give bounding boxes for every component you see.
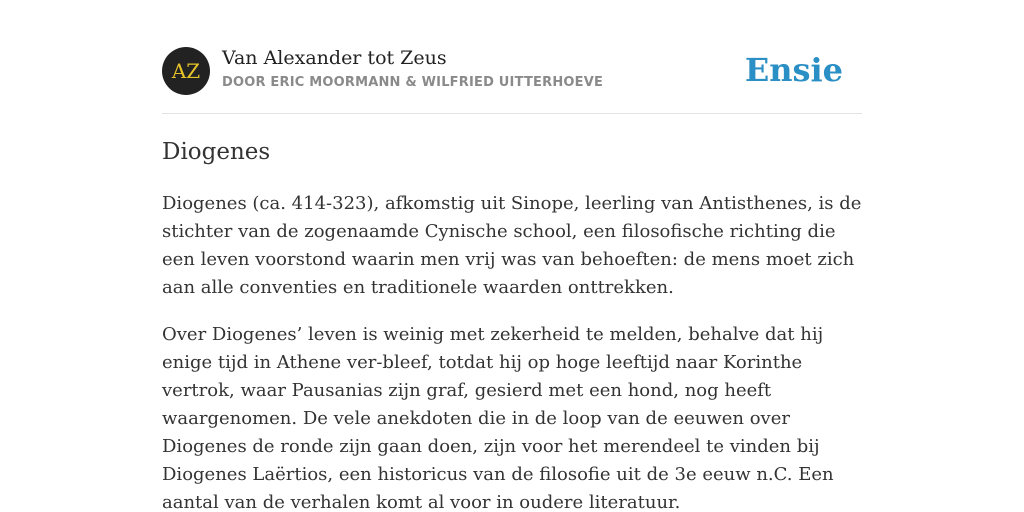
book-authors: DOOR ERIC MOORMANN & WILFRIED UITTERHOEVE xyxy=(222,75,604,90)
entry-paragraph: Diogenes (ca. 414-323), afkomstig uit Sinope, leerling van Antisthenes, is de stichter van de zogenaamde Cynische school, een filosofische richting die een leven voorstond waarin men vrij was van behoeften: de mens moet zich aan alle conventies en traditionele waarden onttrekken. xyxy=(162,193,862,298)
entry-title: Diogenes xyxy=(162,139,271,165)
ensie-logo-link[interactable]: Ensie xyxy=(744,51,843,89)
header xyxy=(162,0,862,114)
content-column xyxy=(162,0,862,512)
entry-body xyxy=(162,190,862,512)
author-avatar[interactable]: AZ xyxy=(162,47,210,95)
entry-paragraph: Over Diogenes’ leven is weinig met zekerheid te melden, behalve dat hij enige tijd in Athene ver-bleef, totdat hij op hoge leeftijd naar Korinthe vertrok, waar Pausanias zijn graf, gesierd met een hond, nog heeft waargenomen. De vele anekdoten die in de loop van de eeuwen over Diogenes de ronde zijn gaan doen, zijn voor het merendeel te vinden bij Diogenes Laërtios, een historicus van de filosofie uit de 3e eeuw n.C. Een aantal van de verhalen komt al voor in oudere literatuur. xyxy=(162,324,834,512)
book-title[interactable]: Van Alexander tot Zeus xyxy=(222,47,447,69)
